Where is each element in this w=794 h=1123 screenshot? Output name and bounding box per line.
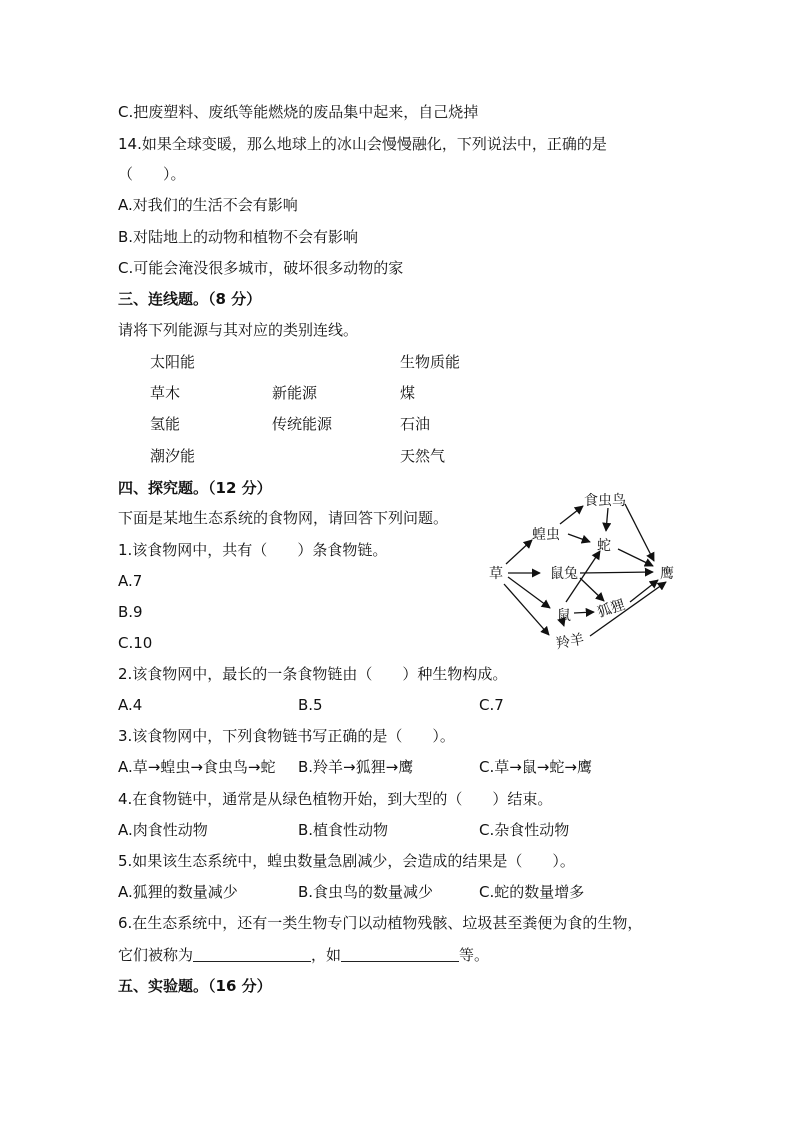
edge-bird-eagle — [625, 504, 654, 561]
q1-option-b[interactable]: B.9 — [118, 603, 143, 621]
edge-grass-locust — [506, 540, 532, 564]
matching-left-1[interactable]: 太阳能 — [150, 353, 196, 371]
node-pika: 鼠兔 — [550, 566, 578, 582]
q13-option-c: C.把废塑料、废纸等能燃烧的废品集中起来，自己烧掉 — [118, 103, 479, 121]
q2-option-c[interactable]: C.7 — [479, 696, 504, 714]
q5-stem: 5.如果该生态系统中，蝗虫数量急剧减少，会造成的结果是（ ）。 — [118, 852, 575, 870]
food-web-diagram — [480, 484, 690, 654]
q6-line2 — [118, 945, 489, 965]
q14-stem-line1: 14.如果全球变暖，那么地球上的冰山会慢慢融化，下列说法中，正确的是 — [118, 135, 607, 153]
q4-option-a[interactable]: A.肉食性动物 — [118, 821, 208, 839]
matching-left-4[interactable]: 潮汐能 — [150, 447, 196, 465]
q14-option-c: C.可能会淹没很多城市，破坏很多动物的家 — [118, 259, 404, 277]
q6-blank-2[interactable] — [341, 945, 459, 962]
node-antelope: 羚羊 — [554, 631, 586, 653]
node-eagle: 鹰 — [660, 566, 674, 582]
matching-right-3[interactable]: 石油 — [400, 415, 431, 433]
edge-mouse-fox — [574, 612, 594, 613]
q4-option-c[interactable]: C.杂食性动物 — [479, 821, 570, 839]
section5-title: 五、实验题。（16 分） — [118, 977, 272, 995]
matching-left-3[interactable]: 氢能 — [150, 415, 181, 433]
q2-option-a[interactable]: A.4 — [118, 696, 143, 714]
node-mouse: 鼠 — [557, 608, 571, 624]
node-locust: 蝗虫 — [532, 527, 560, 543]
q6-text-b: ，如 — [311, 946, 342, 964]
q1-option-a[interactable]: A.7 — [118, 572, 143, 590]
q6-text-a: 它们被称为 — [118, 946, 194, 964]
q3-stem: 3.该食物网中，下列食物链书写正确的是（ ）。 — [118, 727, 455, 745]
node-bird: 食虫鸟 — [584, 493, 626, 509]
matching-middle-2[interactable]: 传统能源 — [272, 415, 333, 433]
q1-stem: 1.该食物网中，共有（ ）条食物链。 — [118, 541, 388, 559]
q6-line1: 6.在生态系统中，还有一类生物专门以动植物残骸、垃圾甚至粪便为食的生物， — [118, 914, 643, 932]
matching-middle-1[interactable]: 新能源 — [272, 384, 318, 402]
matching-right-4[interactable]: 天然气 — [400, 447, 446, 465]
edge-pika-eagle — [580, 572, 653, 573]
q6-blank-1[interactable] — [193, 945, 311, 962]
q3-option-a[interactable]: A.草→蝗虫→食虫鸟→蛇 — [118, 758, 276, 776]
q5-option-a[interactable]: A.狐狸的数量减少 — [118, 883, 238, 901]
section4-intro: 下面是某地生态系统的食物网，请回答下列问题。 — [118, 509, 449, 527]
q3-option-c[interactable]: C.草→鼠→蛇→鹰 — [479, 758, 592, 776]
edge-bird-snake — [606, 508, 608, 531]
node-fox: 狐狸 — [595, 597, 628, 621]
matching-right-1[interactable]: 生物质能 — [400, 353, 461, 371]
q4-stem: 4.在食物链中，通常是从绿色植物开始，到大型的（ ）结束。 — [118, 790, 553, 808]
q6-text-c: 等。 — [459, 946, 490, 964]
q5-option-c[interactable]: C.蛇的数量增多 — [479, 883, 585, 901]
edge-locust-snake — [568, 534, 590, 542]
q5-option-b[interactable]: B.食虫鸟的数量减少 — [298, 883, 434, 901]
q1-option-c[interactable]: C.10 — [118, 634, 153, 652]
edge-locust-bird — [560, 506, 583, 524]
q14-option-b: B.对陆地上的动物和植物不会有影响 — [118, 228, 359, 246]
section4-title: 四、探究题。（12 分） — [118, 479, 272, 497]
matching-left-2[interactable]: 草木 — [150, 384, 181, 402]
section3-title: 三、连线题。（8 分） — [118, 290, 262, 308]
edge-grass-antelope — [504, 584, 549, 635]
edge-grass-mouse — [508, 577, 550, 608]
q2-stem: 2.该食物网中，最长的一条食物链由（ ）种生物构成。 — [118, 665, 508, 683]
section3-instruction: 请将下列能源与其对应的类别连线。 — [118, 321, 359, 339]
edge-snake-eagle — [618, 549, 653, 566]
q4-option-b[interactable]: B.植食性动物 — [298, 821, 389, 839]
node-snake: 蛇 — [597, 538, 611, 554]
matching-right-2[interactable]: 煤 — [400, 384, 416, 402]
q2-option-b[interactable]: B.5 — [298, 696, 323, 714]
q14-option-a: A.对我们的生活不会有影响 — [118, 196, 298, 214]
q3-option-b[interactable]: B.羚羊→狐狸→鹰 — [298, 758, 414, 776]
edge-pika-fox — [580, 578, 604, 601]
q14-stem-line2: （ ）。 — [118, 165, 186, 183]
node-grass: 草 — [489, 566, 503, 582]
